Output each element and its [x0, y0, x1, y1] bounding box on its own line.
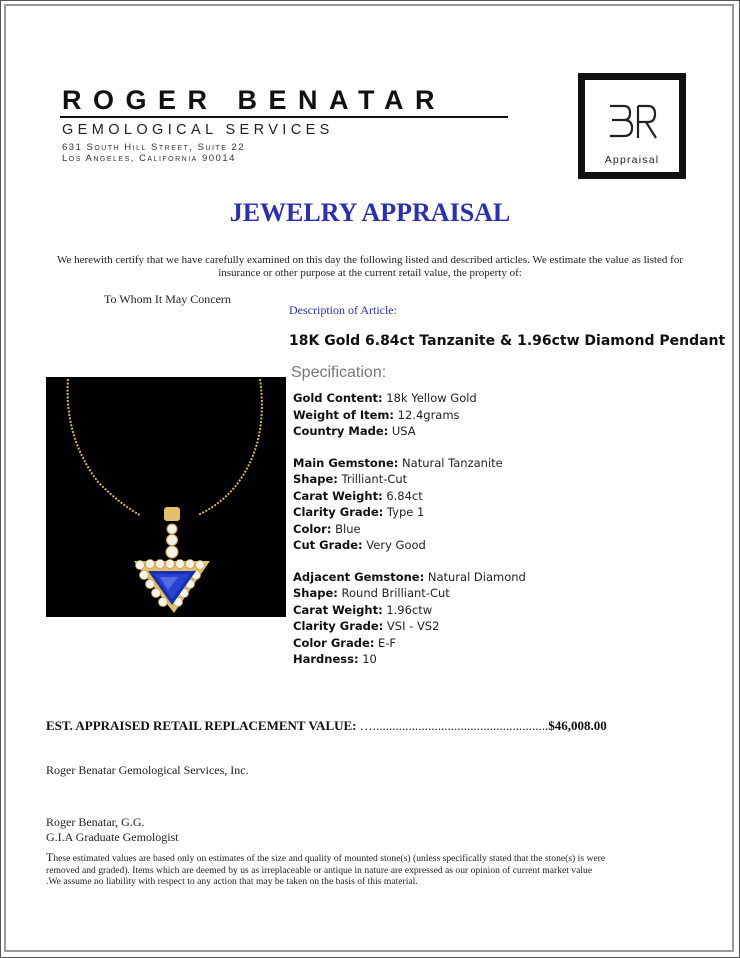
spec-label: Weight of Item: [293, 407, 395, 422]
spec-label: Carat Weight: [293, 602, 383, 617]
spec-value: Natural Tanzanite [402, 455, 503, 470]
br-monogram-logo [585, 102, 679, 147]
spec-value: Natural Diamond [427, 569, 526, 584]
spec-row [293, 569, 526, 586]
spec-value: 1.96ctw [386, 602, 433, 617]
certification-intro: We herewith certify that we have carefully examined on this day the following listed and described articles. We estimate the value as listed for insurance or other purpose at the current retail value, the property of: [56, 254, 684, 279]
disclaimer-initial: T [46, 850, 54, 864]
spec-row [293, 423, 526, 440]
spec-label: Clarity Grade: [293, 619, 384, 633]
spec-value: 10 [362, 652, 377, 666]
spec-value: Blue [335, 521, 361, 536]
spec-row [293, 521, 526, 538]
address-line-1: 631 South Hill Street, Suite 22 [62, 142, 246, 153]
appraised-value-amount: $46,008.00 [548, 718, 607, 733]
spec-value: USA [391, 424, 416, 438]
company-name-rule [60, 116, 508, 118]
spec-label: Shape: [293, 472, 338, 486]
spec-value: 6.84ct [386, 488, 423, 503]
description-label: Description of Article: [289, 303, 397, 317]
appraisal-logo [578, 73, 686, 179]
spec-group-metal [293, 390, 526, 440]
appraiser-name: Roger Benatar, G.G. [46, 815, 145, 829]
spec-row [293, 537, 526, 554]
spec-value: Round Brilliant-Cut [341, 586, 450, 600]
spec-label: Gold Content: [293, 391, 383, 405]
spec-value: Very Good [366, 538, 426, 552]
document-title: JEWELRY APPRAISAL [229, 198, 511, 227]
spec-group-adjacent-gemstone [293, 569, 526, 668]
spec-label: Cut Grade: [293, 538, 363, 552]
disclaimer-text: hese estimated values are based only on estimates of the size and quality of mounted stone(s) (unless specifically stated that the stone(s) is were removed and graded). Items which are deemed by us as irreplaceable or antique in nature are expressed as our opinion of current market value .We assume no liability with respect to any action that may be taken on the basis of this material. [46, 853, 606, 887]
pendant-photo [46, 377, 286, 617]
spec-row [293, 602, 526, 619]
spec-value: 12.4grams [397, 407, 460, 422]
spec-row [293, 455, 526, 472]
spec-row [293, 504, 526, 521]
recipient: To Whom It May Concern [104, 292, 231, 306]
specification-list [293, 390, 526, 668]
article-title: 18K Gold 6.84ct Tanzanite & 1.96ctw Diamond Pendant [289, 333, 726, 349]
spec-label: Carat Weight: [293, 488, 383, 503]
spec-row [293, 635, 526, 652]
company-signature-line: Roger Benatar Gemological Services, Inc. [46, 763, 249, 777]
appraiser-title: G.I.A Graduate Gemologist [46, 830, 179, 844]
appraised-value-line [46, 718, 607, 734]
spec-label: Country Made: [293, 424, 389, 438]
spec-row [293, 488, 526, 505]
value-leader-dots: …...................................................... [356, 718, 549, 733]
spec-value: VSI - VS2 [386, 619, 440, 633]
spec-row [293, 471, 526, 488]
spec-row [293, 407, 526, 424]
specification-label: Specification: [291, 364, 387, 381]
address-line-2: Los Angeles, California 90014 [62, 153, 236, 164]
spec-row [293, 585, 526, 602]
spec-value: Type 1 [386, 505, 425, 519]
spec-label: Hardness: [293, 652, 359, 666]
spec-value: 18k Yellow Gold [386, 391, 477, 405]
disclaimer [46, 852, 606, 888]
company-name: ROGER BENATAR [62, 85, 446, 115]
logo-label: Appraisal [604, 154, 660, 166]
spec-row [293, 618, 526, 635]
spec-label: Adjacent Gemstone: [293, 569, 425, 584]
spec-label: Color: [293, 521, 332, 536]
spec-value: E-F [378, 635, 397, 650]
spec-row [293, 390, 526, 407]
spec-group-main-gemstone [293, 455, 526, 554]
spec-label: Color Grade: [293, 635, 375, 650]
company-subtitle: GEMOLOGICAL SERVICES [62, 122, 334, 138]
spec-label: Main Gemstone: [293, 455, 399, 470]
spec-label: Shape: [293, 586, 338, 600]
spec-row [293, 651, 526, 668]
spec-label: Clarity Grade: [293, 505, 384, 519]
spec-value: Trilliant-Cut [341, 472, 408, 486]
appraised-value-label: EST. APPRAISED RETAIL REPLACEMENT VALUE: [46, 718, 357, 733]
